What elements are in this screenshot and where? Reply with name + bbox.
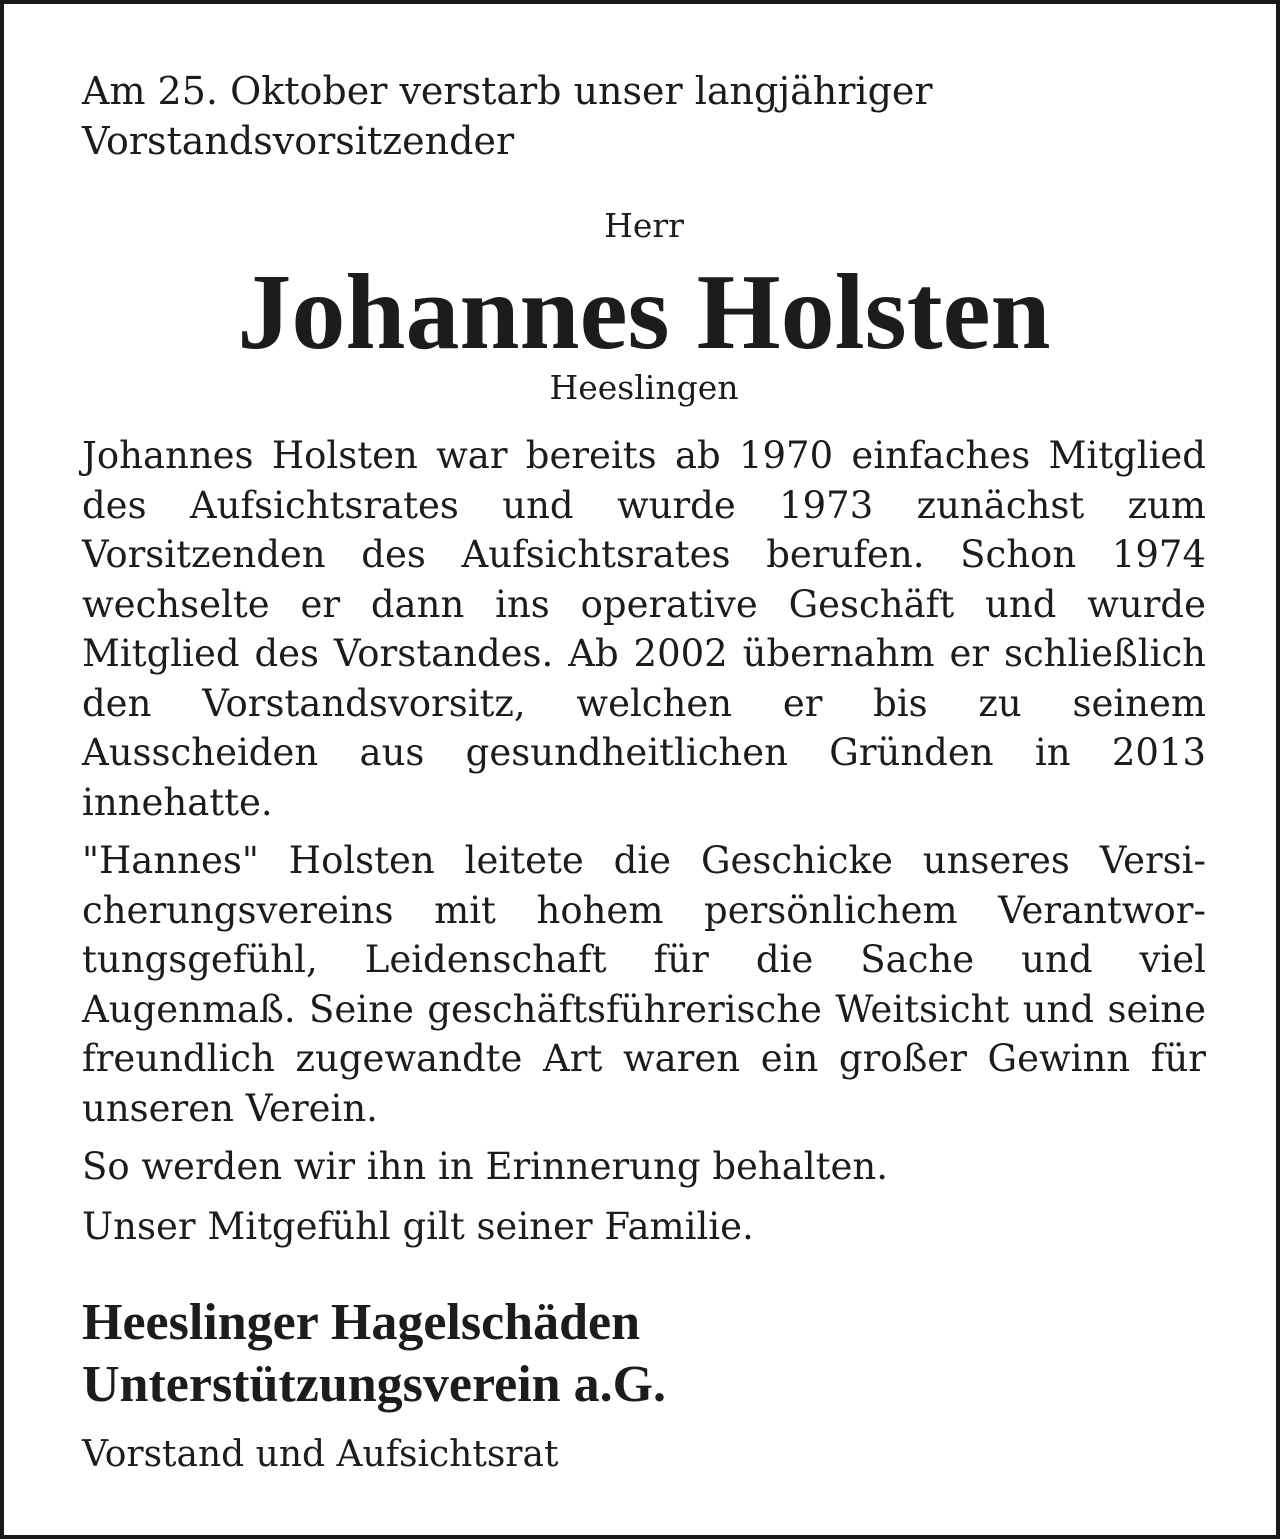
intro-text [82,66,1202,166]
paragraph-remembrance: So werden wir ihn in Erinnerung behalten. [82,1145,888,1188]
organization-line-1: Heeslinger Hagelschäden [82,1294,641,1351]
salutation: Herr [604,206,684,245]
signatories: Vorstand und Aufsichtsrat [82,1434,559,1475]
paragraph-tribute: "Hannes" Holsten leitete die Geschicke unseres Versicherungsvereins mit hohem persönlichem Verantwortungsgefühl, Leidenschaft für die Sache und viel Augenmaß. Seine geschäftsführerische Weitsicht und seine freundlich zugewandte Art waren ein großer Gewinn für unseren Verein. [82,839,1206,1130]
organization-name [82,1292,1202,1416]
intro-line-1: Am 25. Oktober verstarb unser langjähriger [82,69,933,113]
intro-line-2: Vorstandsvorsitzender [82,119,515,163]
place-of-residence: Heeslingen [549,368,739,407]
deceased-name: Johannes Holsten [237,253,1051,372]
organization-line-2: Unterstützungsverein a.G. [82,1356,667,1413]
paragraph-condolence: Unser Mitgefühl gilt seiner Familie. [82,1205,754,1248]
paragraph-career: Johannes Holsten war bereits ab 1970 einfaches Mitglied des Aufsichtsrates und wurde 1973 zunächst zum Vorsitzenden des Aufsichtsrates berufen. Schon 1974 wechselte er dann ins operative Geschäft und wurde Mitglied des Vorstandes. Ab 2002 übernahm er schließlich den Vorstandsvorsitz, welchen er bis zu seinem Ausscheiden aus gesundheitlichen Gründen in 2013 innehatte. [82,434,1206,824]
